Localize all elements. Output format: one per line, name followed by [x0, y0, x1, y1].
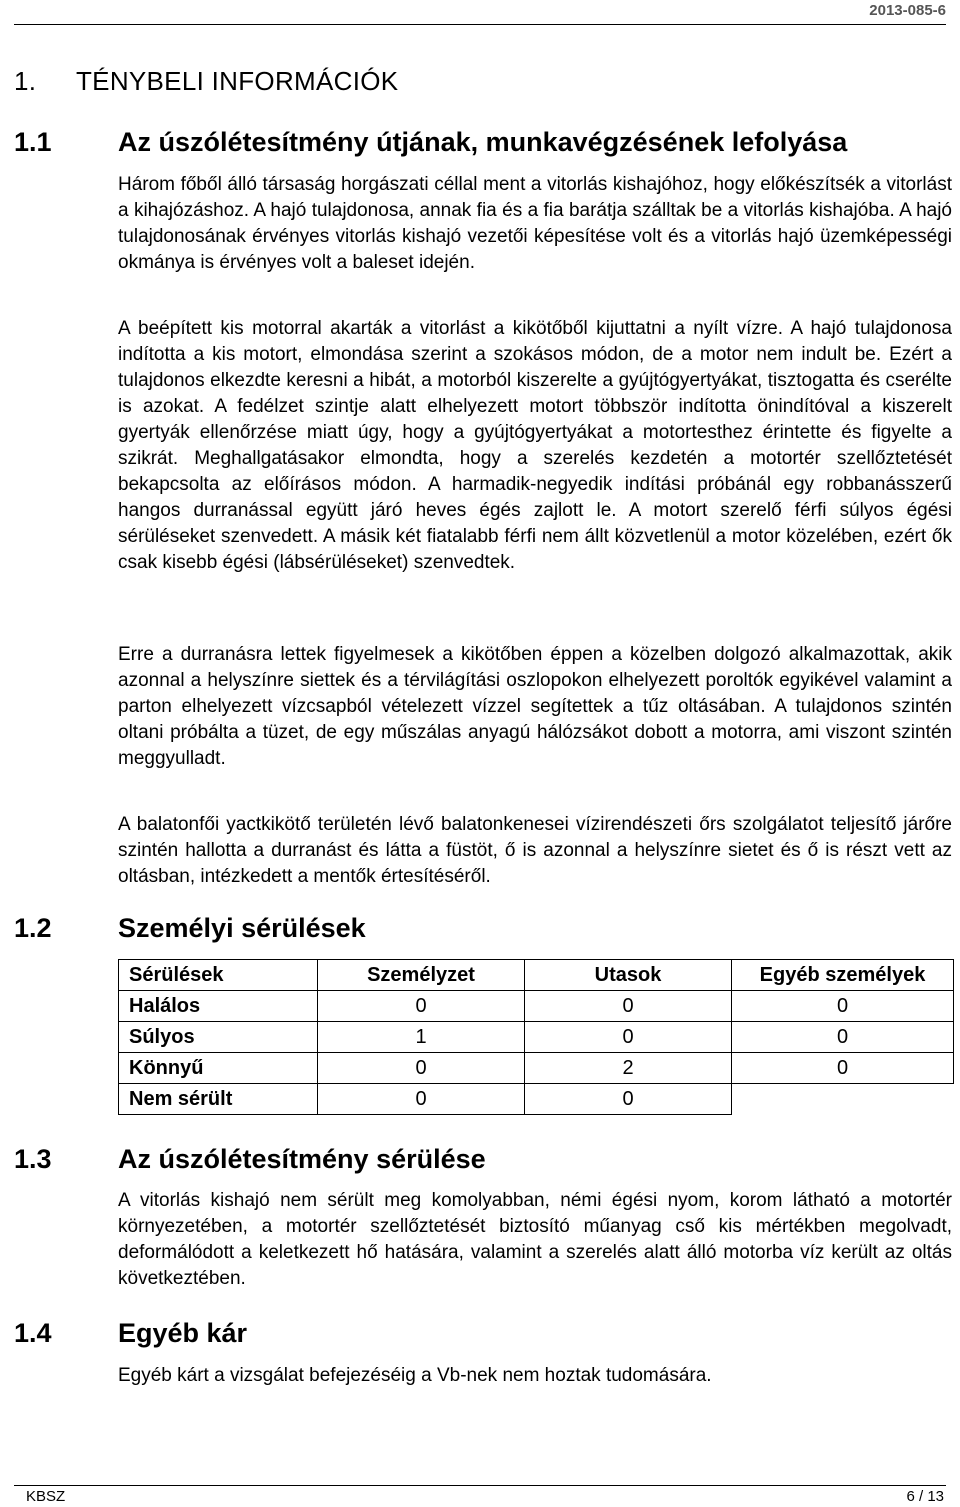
column-header: Személyzet	[318, 960, 525, 991]
section-1-1-paragraph-1: Három főből álló társaság horgászati céllal ment a vitorlás kishajóhoz, hogy előkészítsék a vitorlást a kihajózáshoz. A hajó tulajdonosa, annak fia és a fia barátja szálltak be a vitorlás kishajóba. A hajó tulajdonosának érvényes vitorlás kishajó vezetői képesítése volt és a vitorlás hajó üzemképességi okmánya is érvényes volt a baleset idején.	[118, 174, 952, 273]
injury-table	[118, 959, 954, 1115]
section-heading-1-4	[14, 1318, 247, 1349]
column-header: Egyéb személyek	[732, 960, 954, 991]
section-number: 1.3	[14, 1144, 52, 1174]
row-label: Súlyos	[119, 1022, 318, 1053]
table-cell: 0	[525, 1022, 732, 1053]
section-1-1-paragraph-3: Erre a durranásra lettek figyelmesek a kikötőben éppen a közelben dolgozó alkalmazottak, akik azonnal a helyszínre siettek és a térvilágítási oszlopokon elhelyezett poroltók egyikével valamint a parton elhelyezett vízcsapból vételezett vízzel segítettek a tűz oltásában. A tulajdonos szintén oltani próbálta a tüzet, de egy műszálas anyagú hálózsákot dobott a motorra, ami viszont szintén meggyulladt.	[118, 644, 952, 769]
column-header: Utasok	[525, 960, 732, 991]
row-label: Könnyű	[119, 1053, 318, 1084]
table-cell: 0	[318, 991, 525, 1022]
section-1-4-paragraph: Egyéb kárt a vizsgálat befejezéséig a Vb-nek nem hoztak tudomására.	[118, 1365, 712, 1386]
section-title: Az úszólétesítmény útjának, munkavégzésének lefolyása	[118, 127, 848, 157]
header-rule	[14, 24, 946, 25]
table-cell: 0	[525, 991, 732, 1022]
section-1-3-paragraph: A vitorlás kishajó nem sérült meg komolyabban, némi égési nyom, korom látható a motortér környezetében, a motortér szellőztetését biztosító műanyag cső kis mértékben megolvadt, deformálódott a keletkezett hő hatására, valamint a szerelés alatt álló motorba víz került az oltás következtében.	[118, 1190, 952, 1289]
section-heading-1-3	[14, 1144, 486, 1175]
chapter-title: TÉNYBELI INFORMÁCIÓK	[76, 66, 399, 96]
footer-rule	[14, 1485, 946, 1486]
table-cell: 1	[318, 1022, 525, 1053]
table-cell-empty	[732, 1084, 954, 1115]
table-row	[119, 1022, 954, 1053]
table-cell: 0	[318, 1084, 525, 1115]
chapter-number: 1.	[14, 66, 37, 96]
section-number: 1.4	[14, 1318, 52, 1348]
footer-organization: KBSZ	[26, 1488, 66, 1505]
row-label: Halálos	[119, 991, 318, 1022]
section-title: Személyi sérülések	[118, 913, 366, 943]
table-cell: 0	[318, 1053, 525, 1084]
section-heading-1-1	[14, 127, 847, 158]
row-label: Nem sérült	[119, 1084, 318, 1115]
table-row	[119, 991, 954, 1022]
section-title: Egyéb kár	[118, 1318, 248, 1348]
table-row	[119, 1084, 954, 1115]
table-cell: 0	[732, 1022, 954, 1053]
section-number: 1.1	[14, 127, 52, 157]
section-number: 1.2	[14, 913, 52, 943]
table-cell: 0	[732, 991, 954, 1022]
column-header: Sérülések	[119, 960, 318, 991]
chapter-heading	[14, 66, 398, 97]
section-1-1-paragraph-2: A beépített kis motorral akarták a vitorlást a kikötőből kijuttatni a nyílt vízre. A hajó tulajdonosa indította a kis motort, elmondása szerint a szokásos módon, de a motor nem indult be. Ezért a tulajdonos elkezdte keresni a hibát, a motorból kiszerelte a gyújtógyertyákat, tisztogatta és cserélte is azokat. A fedélzet szintje alatt elhelyezett motort többször indította önindítóval a kiszerelt gyertyák ellenőrzése miatt úgy, hogy a gyújtógyertyákat a motortesthez érintette és figyelte a szikrát. Meghallgatásakor elmondta, hogy a szerelés kezdetén a motortér szellőztetését bekapcsolta az előírásos módon. A harmadik-negyedik indítási próbánál egy robbanásszerű hangos durranással együtt járó heves égés zajlott le. A motort szerelő férfi súlyos égési sérüléseket szenvedett. A másik két fiatalabb férfi nem állt közvetlenül a motor közelében, ezért ők csak kisebb égési (lábsérüléseket) szenvedtek.	[118, 318, 952, 573]
section-heading-1-2	[14, 913, 366, 944]
page-number: 6 / 13	[906, 1488, 944, 1505]
table-row	[119, 1053, 954, 1084]
table-cell: 0	[525, 1084, 732, 1115]
section-title: Az úszólétesítmény sérülése	[118, 1144, 486, 1174]
table-cell: 0	[732, 1053, 954, 1084]
table-header-row	[119, 960, 954, 991]
document-id: 2013-085-6	[869, 2, 946, 19]
section-1-1-paragraph-4: A balatonfői yactkikötő területén lévő balatonkenesei vízirendészeti őrs szolgálatot teljesítő járőre szintén hallotta a durranást és látta a füstöt, ő is azonnal a helyszínre sietet és ő is részt vett az oltásban, intézkedett a mentők értesítéséről.	[118, 814, 952, 887]
table-cell: 2	[525, 1053, 732, 1084]
